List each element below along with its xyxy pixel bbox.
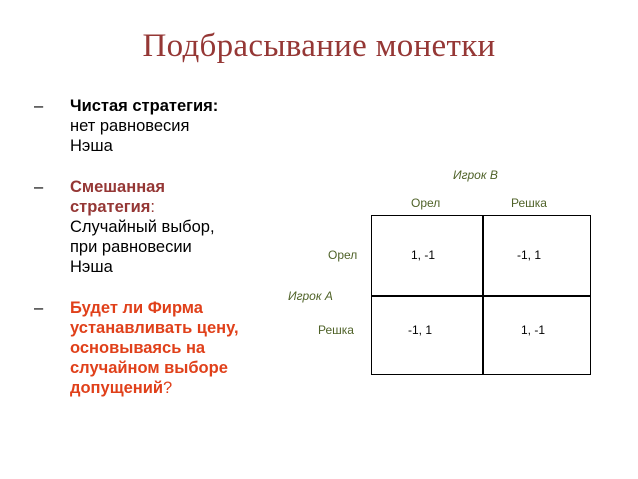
bullet-heading: Будет ли Фирма <box>70 299 203 317</box>
col-header-tails: Решка <box>511 196 547 210</box>
bullet-text: при равновесии <box>70 238 192 256</box>
bullet-text: Случайный выбор, <box>70 218 215 236</box>
bullet-heading: Чистая стратегия: <box>70 97 219 115</box>
bullet-text: Нэша <box>70 258 113 276</box>
player-b-label: Игрок В <box>453 168 498 182</box>
bullet-heading: случайном выборе <box>70 359 228 377</box>
payoff-cell: 1, -1 <box>521 323 546 337</box>
slide-title: Подбрасывание монетки <box>142 28 496 64</box>
col-header-heads: Орел <box>411 196 441 210</box>
grid-divider <box>372 295 590 297</box>
bullet-text: Нэша <box>70 137 113 155</box>
payoff-cell: -1, 1 <box>517 248 542 262</box>
payoff-cell: -1, 1 <box>408 323 433 337</box>
row-header-heads: Орел <box>328 248 358 262</box>
row-header-tails: Решка <box>318 323 354 337</box>
bullet-dash: – <box>34 299 44 317</box>
bullet-question-mark: ? <box>163 379 173 397</box>
bullet-colon: : <box>150 198 156 216</box>
bullet-heading: Смешанная <box>70 178 165 196</box>
bullet-dash: – <box>34 97 44 115</box>
bullet-heading: устанавливать цену, <box>70 319 239 337</box>
bullet-heading: допущений <box>70 379 164 397</box>
bullet-dash: – <box>34 178 44 196</box>
bullet-heading: стратегия <box>70 198 151 216</box>
player-a-label: Игрок А <box>288 289 333 303</box>
payoff-cell: 1, -1 <box>411 248 436 262</box>
payoff-grid <box>371 215 591 375</box>
bullet-heading: основываясь на <box>70 339 206 357</box>
bullet-text: нет равновесия <box>70 117 190 135</box>
